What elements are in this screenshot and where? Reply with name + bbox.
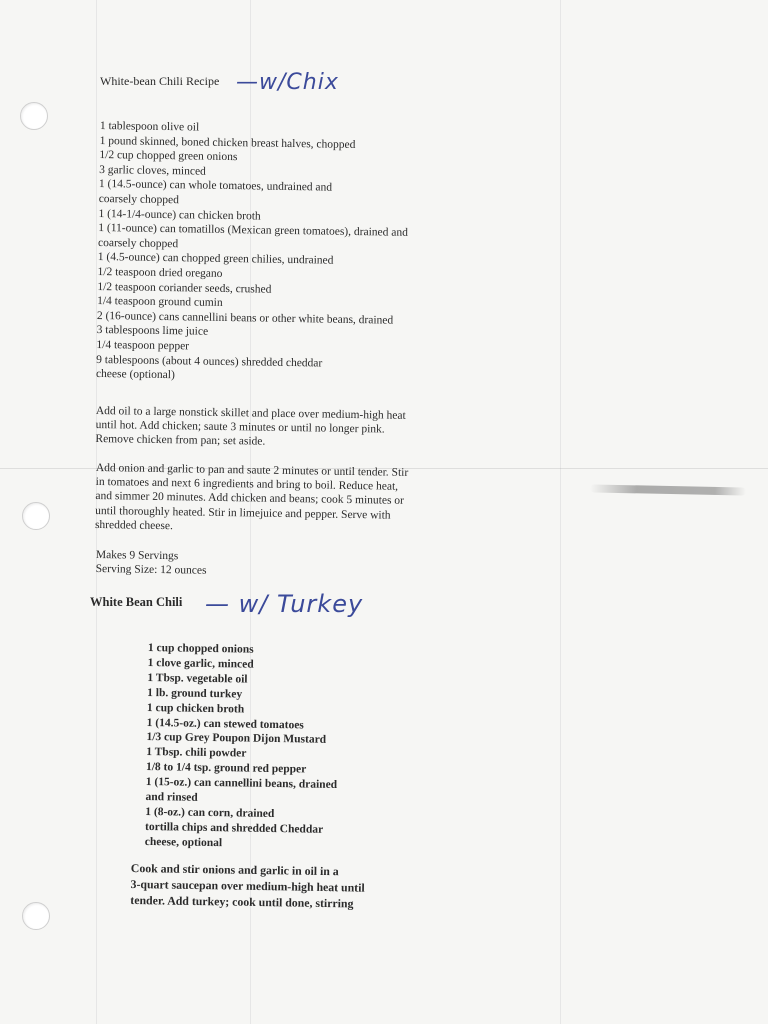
makes-servings: Makes 9 Servings	[95, 548, 179, 563]
ingredient-line: 1/2 teaspoon coriander seeds, crushed	[97, 280, 272, 296]
ingredient-line: 1 (8-oz.) can corn, drained	[145, 805, 275, 820]
instruction-line: Add oil to a large nonstick skillet and place over medium-high heat	[95, 404, 406, 422]
ingredient-line: 9 tablespoons (about 4 ounces) shredded cheddar	[96, 353, 323, 370]
instruction-line: in tomatoes and next 6 ingredients and bring to boil. Reduce heat,	[95, 476, 399, 493]
ingredient-line: 3 garlic cloves, minced	[99, 163, 206, 178]
punch-hole	[22, 902, 50, 930]
recipe1-title: White-bean Chili Recipe	[100, 74, 220, 88]
ingredient-line: 1/2 teaspoon dried oregano	[97, 265, 223, 280]
ingredient-line: 1/4 teaspoon ground cumin	[97, 295, 223, 310]
recipe1-step2	[95, 461, 456, 538]
ingredient-line: tortilla chips and shredded Cheddar	[144, 820, 324, 836]
ingredient-line: 1 (11-ounce) can tomatillos (Mexican green tomatoes), drained and	[98, 222, 408, 240]
ingredient-line: 1 tablespoon olive oil	[99, 119, 200, 134]
ingredient-line: 1 lb. ground turkey	[147, 686, 243, 701]
ingredient-line: 1/2 cup chopped green onions	[99, 149, 238, 164]
ingredient-line: 1 Tbsp. chili powder	[146, 746, 247, 760]
punch-hole	[20, 102, 48, 130]
punch-hole	[22, 502, 50, 530]
ingredient-line: 1 (14-1/4-ounce) can chicken broth	[98, 207, 261, 223]
recipe1-ingredients	[96, 119, 460, 387]
ink-smudge	[590, 484, 746, 495]
instruction-line: shredded cheese.	[94, 518, 173, 533]
ingredient-line: 1 pound skinned, boned chicken breast halves, chopped	[99, 134, 356, 151]
ingredient-line: 1 Tbsp. vegetable oil	[147, 671, 248, 686]
ingredient-line: 1 clove garlic, minced	[147, 656, 254, 671]
recipe2-step1	[130, 860, 365, 912]
handwritten-note-turkey: — w/ Turkey	[205, 590, 364, 618]
ingredient-line: cheese, optional	[144, 835, 223, 849]
ingredient-line: coarsely chopped	[97, 236, 179, 250]
handwritten-note-chicken: —w/Chix	[236, 70, 339, 95]
instruction-line: until hot. Add chicken; saute 3 minutes or until no longer pink.	[95, 419, 385, 436]
fold-line	[560, 0, 561, 1024]
ingredient-line: cheese (optional)	[95, 368, 175, 382]
instruction-line: until thoroughly heated. Stir in limejuice and pepper. Serve with	[95, 504, 391, 522]
ingredient-line: 1 cup chopped onions	[147, 641, 254, 656]
ingredient-line: 1/3 cup Grey Poupon Dijon Mustard	[146, 731, 327, 747]
instruction-line: and simmer 20 minutes. Add chicken and beans; cook 5 minutes or	[95, 490, 405, 508]
instruction-line: Add onion and garlic to pan and saute 2 minutes or until tender. Stir	[95, 461, 409, 479]
ingredient-line: 3 tablespoons lime juice	[96, 324, 209, 339]
ingredient-line: 1 cup chicken broth	[146, 701, 245, 716]
ingredient-line: and rinsed	[145, 791, 198, 804]
recipe2-ingredients	[145, 641, 340, 853]
ingredient-line: 1/4 teaspoon pepper	[96, 338, 190, 353]
ingredient-line: 1 (15-oz.) can cannellini beans, drained	[145, 776, 338, 792]
instruction-line: Remove chicken from pan; set aside.	[95, 433, 266, 449]
serving-size: Serving Size: 12 ounces	[95, 563, 207, 577]
instruction-line: Cook and stir onions and garlic in oil in a	[130, 860, 339, 879]
ingredient-line: coarsely chopped	[98, 192, 179, 207]
ingredient-line: 1/8 to 1/4 tsp. ground red pepper	[145, 761, 307, 776]
recipe1-yield	[96, 548, 456, 582]
recipe1-step1	[95, 404, 456, 452]
ingredient-line: 1 (14.5-oz.) can stewed tomatoes	[146, 716, 304, 731]
instruction-line: tender. Add turkey; cook until done, stirring	[130, 892, 354, 911]
recipe2-title: White Bean Chili	[90, 595, 183, 609]
ingredient-line: 1 (14.5-ounce) can whole tomatoes, undrained and	[98, 178, 333, 195]
instruction-line: 3-quart saucepan over medium-high heat until	[130, 876, 365, 895]
ingredient-line: 2 (16-ounce) cans cannellini beans or other white beans, drained	[96, 309, 394, 327]
ingredient-line: 1 (4.5-ounce) can chopped green chilies, undrained	[97, 251, 334, 268]
